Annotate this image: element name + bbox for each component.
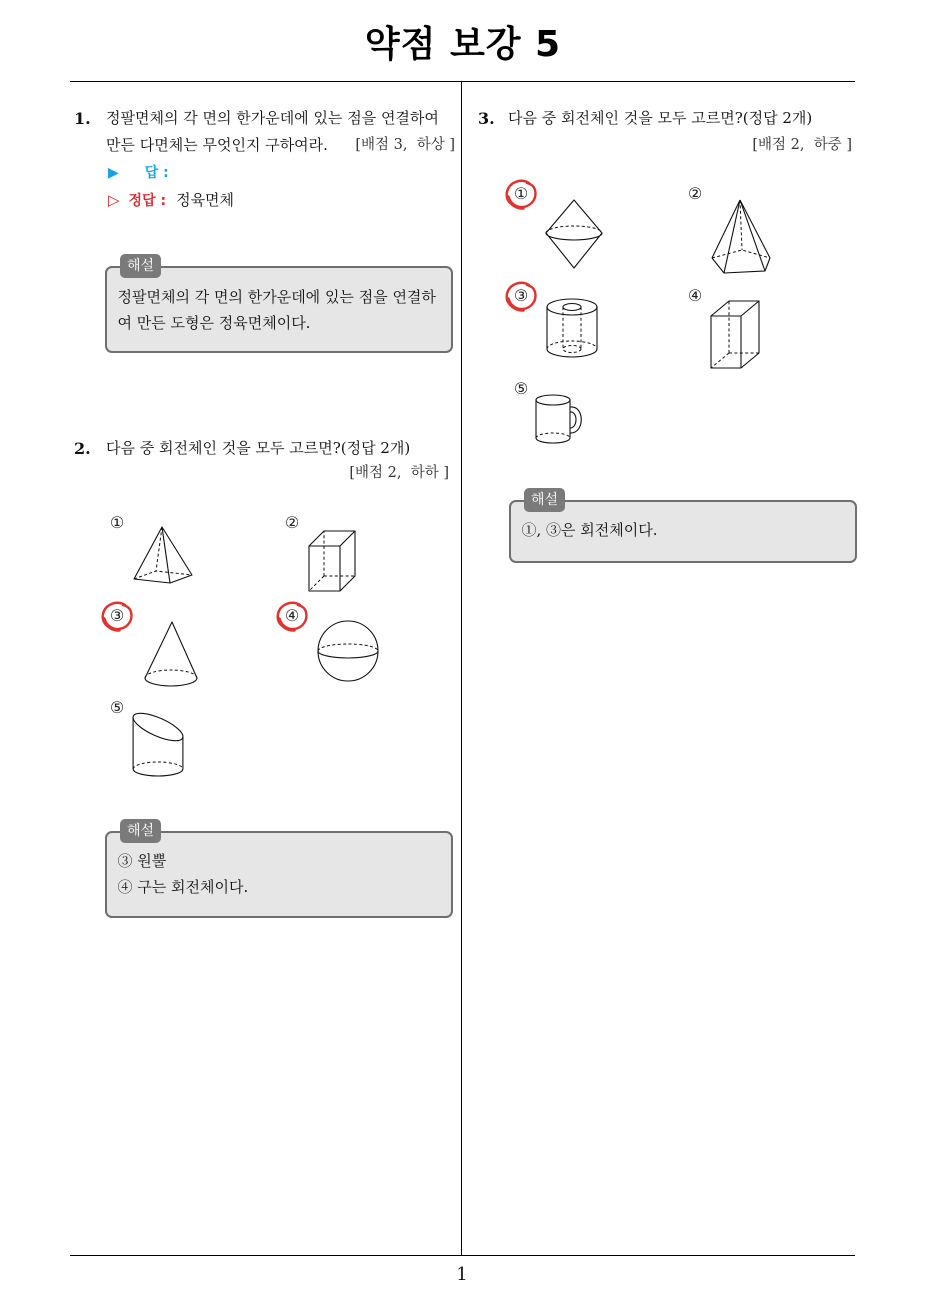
explanation-text [107, 268, 451, 336]
choice-label: ① [513, 184, 529, 203]
score-info: [배점 2, 하중 ] [752, 137, 852, 153]
choice-label: ④ [284, 606, 300, 625]
question-text-line: 정팔면체의 각 면의 한가운데에 있는 점을 연결하여 [106, 109, 439, 127]
question-number: 2. [74, 439, 91, 458]
double-cone-icon [544, 197, 604, 271]
rectangular-prism-icon [306, 528, 358, 594]
score-info: [배점 2, 하하 ] [349, 465, 449, 481]
question-text-line: 만든 다면체는 무엇인지 구하여라. [106, 136, 328, 154]
score-info: [배점 3, 하상 ] [355, 137, 455, 153]
mug-icon [532, 392, 588, 448]
question-text-line: 다음 중 회전체인 것을 모두 고르면?(정답 2개) [106, 439, 411, 457]
explanation-line: ①, ③은 회전체이다. [521, 520, 658, 539]
explanation-tag: 해설 [120, 819, 161, 843]
cut-cylinder-icon [130, 708, 186, 780]
square-pyramid-icon [130, 524, 196, 586]
choice-label: ⑤ [109, 698, 125, 717]
column-divider [461, 82, 462, 1256]
explanation-box [105, 831, 453, 918]
question-number: 1. [74, 109, 91, 128]
answer-row [108, 159, 169, 186]
header-rule [70, 81, 855, 82]
filled-arrow-icon: ▶ [108, 165, 119, 181]
pentagonal-pyramid-icon [708, 197, 774, 277]
question-text [106, 435, 410, 462]
choice-label: ③ [109, 606, 125, 625]
correct-answer-label: 정답 : [128, 193, 167, 209]
question-number: 3. [478, 109, 495, 128]
explanation-line: ④ 구는 회전체이다. [117, 877, 249, 896]
choice-label: ④ [687, 286, 703, 305]
choice-label: ③ [513, 286, 529, 305]
correct-answer-row [108, 187, 234, 214]
footer-rule [70, 1255, 855, 1256]
explanation-line: 정팔면체의 각 면의 한가운데에 있는 점을 연결하 [117, 287, 436, 306]
sphere-icon [316, 619, 380, 683]
rectangular-prism-icon [708, 298, 762, 371]
page-number: 1 [456, 1264, 468, 1285]
question-text [508, 105, 812, 132]
page-title: 약점 보강 5 [364, 24, 562, 65]
hollow-cylinder-icon [544, 296, 600, 360]
cone-icon [142, 619, 200, 689]
choice-label: ② [284, 513, 300, 532]
choice-label: ⑤ [513, 379, 529, 398]
explanation-tag: 해설 [120, 254, 161, 278]
choice-label: ① [109, 513, 125, 532]
correct-answer-value: 정육면체 [176, 191, 235, 209]
question-text-line: 다음 중 회전체인 것을 모두 고르면?(정답 2개) [508, 109, 813, 127]
explanation-box [105, 266, 453, 353]
explanation-text [107, 833, 451, 900]
choice-label: ② [687, 184, 703, 203]
explanation-line: ③ 원뿔 [117, 851, 167, 870]
answer-label: 답 : [144, 165, 169, 181]
explanation-tag: 해설 [524, 488, 565, 512]
outline-arrow-icon: ▷ [108, 191, 120, 209]
explanation-line: 여 만든 도형은 정육면체이다. [117, 313, 311, 332]
